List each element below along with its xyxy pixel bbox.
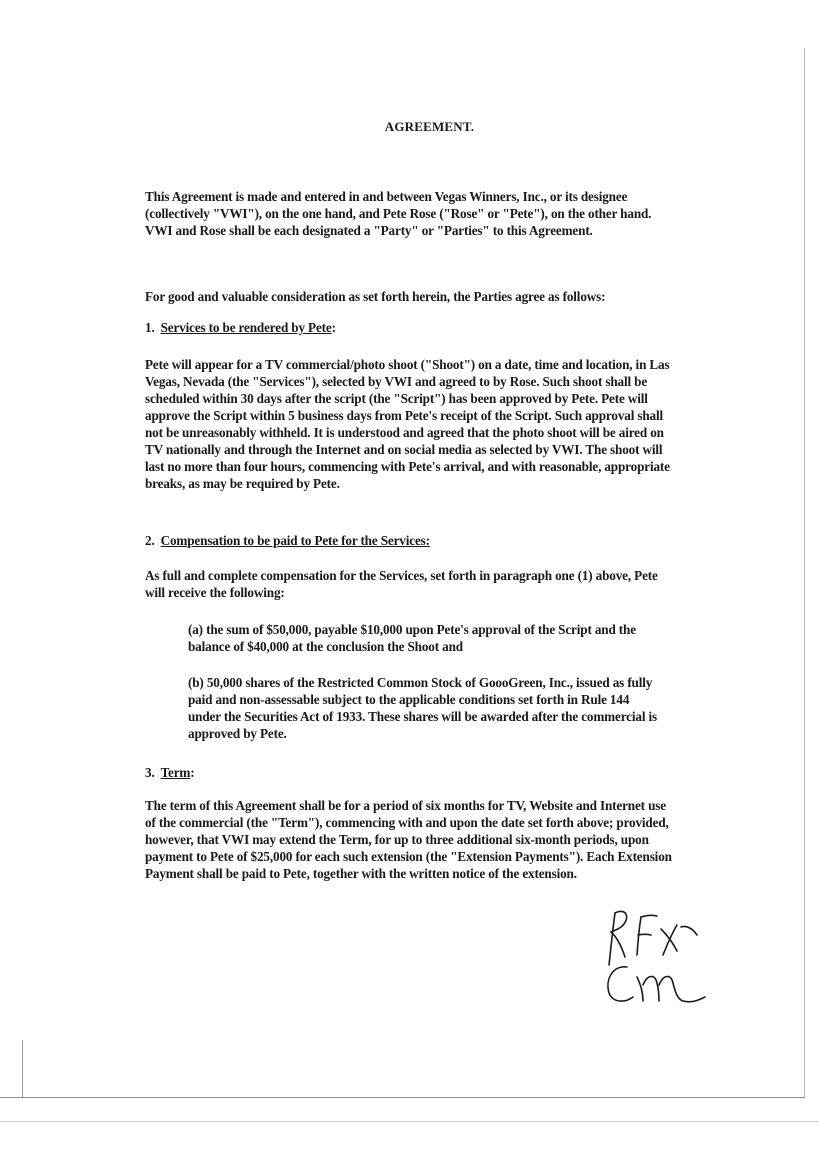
section-3-body: The term of this Agreement shall be for a period of six months for TV, Website and Internet use of the commercial (the "Term"), commencing with and upon the date set forth above; provided, however, that VWI may extend the Term, for up to three additional six-month periods, upon payment to Pete of $25,000 for each such extension (the "Extension Payments"). Each Extension Payment shall be paid to Pete, together with the written notice of the extension. <box>145 798 672 881</box>
section-2-body: As full and complete compensation for the Services, set forth in paragraph one (1) above, Pete will receive the following: <box>145 568 658 600</box>
handwritten-initials <box>597 905 727 1015</box>
scan-edge-bottom <box>0 1097 805 1098</box>
intro-paragraph: This Agreement is made and entered in and between Vegas Winners, Inc., or its designee (collectively "VWI"), on the one hand, and Pete Rose ("Rose" or "Pete"), on the other hand. VWI and Rose shall be each designated a "Party" or "Parties" to this Agreement. <box>145 189 652 238</box>
section-1-heading: 1. Services to be rendered by Pete: <box>145 320 336 335</box>
section-3-heading: 3. Term: <box>145 765 195 780</box>
section-2-heading: 2. Compensation to be paid to Pete for the Services: <box>145 533 430 548</box>
section-1-body: Pete will appear for a TV commercial/photo shoot ("Shoot") on a date, time and location, in Las Vegas, Nevada (the "Services"), selected by VWI and agreed to by Rose. Such shoot shall be scheduled within 30 days after the script (the "Script") has been approved by Pete. Pete will approve the Script within 5 business days from Pete's receipt of the Script. Such approval shall not be unreasonably withheld. It is understood and agreed that the photo shoot will be aired on TV nationally and through the Internet and on social media as selected by VWI. The shoot will last no more than four hours, commencing with Pete's arrival, and with reasonable, appropriate breaks, as may be required by Pete. <box>145 357 670 491</box>
scan-edge-right <box>804 48 805 1098</box>
section-2-item-b: (b) 50,000 shares of the Restricted Common Stock of GoooGreen, Inc., issued as fully paid and non-assessable subject to the applicable conditions set forth in Rule 144 under the Securities Act of 1933. These shares will be awarded after the commercial is approved by Pete. <box>188 675 657 741</box>
scan-edge-bottom-shadow <box>0 1121 819 1122</box>
document-title: AGREEMENT. <box>384 119 475 134</box>
scan-edge-left <box>22 1040 23 1098</box>
consideration-paragraph: For good and valuable consideration as set forth herein, the Parties agree as follows: <box>145 289 606 304</box>
section-2-item-a: (a) the sum of $50,000, payable $10,000 upon Pete's approval of the Script and the balance of $40,000 at the conclusion the Shoot and <box>188 622 636 654</box>
